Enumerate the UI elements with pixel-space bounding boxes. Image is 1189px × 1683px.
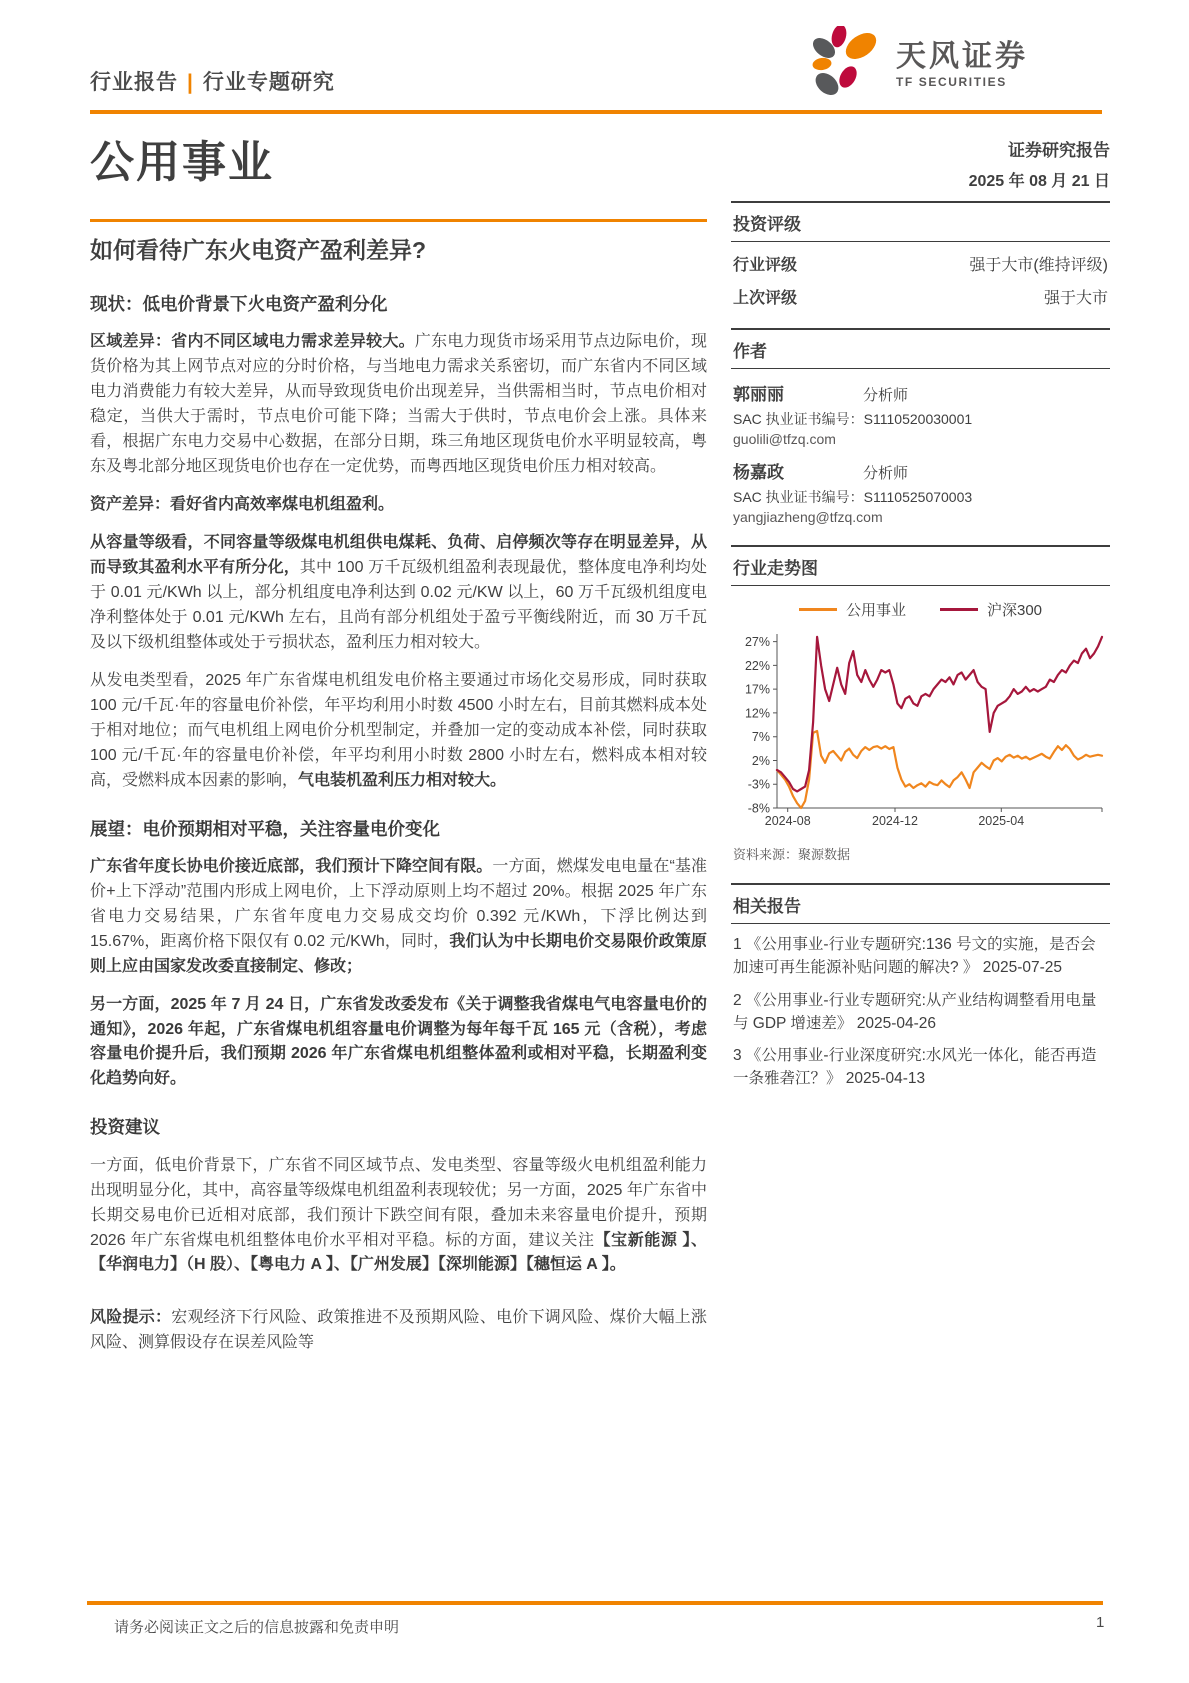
- related-report-item: 1 《公用事业-行业专题研究:136 号文的实施，是否会加速可再生能源补贴问题的解决? 》 2025-07-25: [733, 936, 1096, 977]
- trend-chart-svg: [731, 624, 1110, 836]
- authors-section: [731, 328, 1110, 525]
- chart-source-note: 资料来源：聚源数据: [733, 847, 851, 862]
- legend-label: 沪深300: [986, 602, 1043, 619]
- svg-text:7%: 7%: [751, 730, 770, 745]
- rating-section-title: 投资评级: [731, 203, 1110, 242]
- trend-section: [731, 545, 1110, 863]
- rating-row: [731, 275, 1110, 308]
- report-subtitle: 如何看待广东火电资产盈利差异?: [90, 237, 427, 263]
- svg-text:2025-04: 2025-04: [978, 814, 1025, 828]
- section-heading: 投资建议: [90, 1117, 160, 1138]
- logo-text: [896, 40, 1028, 89]
- chart-legend: [731, 586, 1110, 624]
- svg-text:-3%: -3%: [747, 777, 770, 792]
- trend-line-沪深300: [777, 637, 1102, 792]
- rating-label: 上次评级: [733, 290, 798, 307]
- author-email: guolili@tfzq.com: [733, 431, 836, 447]
- rating-label: 行业评级: [733, 257, 798, 274]
- tagline-separator: |: [187, 71, 194, 94]
- rating-value: 强于大市(维持评级): [969, 257, 1108, 274]
- legend-swatch: [799, 608, 837, 611]
- author-role: 分析师: [863, 465, 909, 482]
- body-paragraph: 一方面，低电价背景下，广东省不同区域节点、发电类型、容量等级火电机组盈利能力出现明显分化，其中，高容量等级煤电机组盈利表现较优；另一方面，2025 年广东省中长期交易电价已近相对底部，我们预计下跌空间有限，叠加未来容量电价提升，预期 2026 年广东省煤电机组整体电价水平相对平稳。标的方面，建议关注【宝新能源 】、【华润电力】（H 股）、【粤电力 A 】、【广州发展】【深圳能源】【穗恒运 A 】。: [90, 1156, 707, 1274]
- tf-securities-logo: [810, 26, 1028, 103]
- svg-text:2%: 2%: [751, 753, 770, 768]
- body-paragraph: 从容量等级看，不同容量等级煤电机组供电煤耗、负荷、启停频次等存在明显差异，从而导致其盈利水平有所分化，其中 100 万千瓦级机组盈利表现最优，整体度电净利均处于 0.01 元/KWh 以上，部分机组度电净利达到 0.02 元/KW 以上，60 万千瓦级机组度电净利整体处于 0.01 元/KWh 左右，且尚有部分机组处于盈亏平衡线附近，而 30 万千瓦及以下级机组整体或处于亏损状态，盈利压力相对较大。: [90, 533, 707, 651]
- brand-name-cn: 天风证券: [896, 40, 1028, 73]
- trend-line-公用事业: [777, 731, 1102, 808]
- subcategory-label: 行业专题研究: [202, 71, 335, 94]
- report-type-label: 证券研究报告: [1008, 141, 1110, 160]
- page-number: 1: [1096, 1614, 1105, 1631]
- section-heading: 展望：电价预期相对平稳，关注容量电价变化: [90, 818, 440, 839]
- rating-value: 强于大市: [1043, 290, 1108, 307]
- header-orange-rule: [90, 110, 1102, 114]
- footer-disclaimer: 请务必阅读正文之后的信息披露和免责申明: [114, 1619, 400, 1636]
- author-entry: [731, 369, 1110, 447]
- svg-text:22%: 22%: [744, 658, 770, 673]
- report-body: [90, 283, 707, 1369]
- rating-row: [731, 242, 1110, 275]
- svg-text:2024-08: 2024-08: [764, 814, 811, 828]
- author-name: 郭丽丽: [733, 385, 784, 404]
- logo-flower-icon: [810, 26, 884, 103]
- svg-text:-8%: -8%: [747, 801, 770, 816]
- body-paragraph: 从发电类型看，2025 年广东省煤电机组发电价格主要通过市场化交易形成，同时获取 100 元/千瓦·年的容量电价补偿，年平均利用小时数 4500 小时左右，目前其燃料成本处于相对地位；而气电机组上网电价分机型制定，并叠加一定的变动成本补偿，同时获取 100 元/千瓦·年的容量电价补偿，年平均利用小时数 2800 小时左右，燃料成本相对较高，受燃料成本因素的影响，气电装机盈利压力相对较大。: [90, 671, 707, 789]
- body-paragraph: 风险提示：宏观经济下行风险、政策推进不及预期风险、电价下调风险、煤价大幅上涨风险、测算假设存在误差风险等: [90, 1309, 707, 1352]
- related-report-item: 2 《公用事业-行业专题研究:从产业结构调整看用电量与 GDP 增速差》 2025-04-26: [733, 991, 1097, 1032]
- related-report-item: 3 《公用事业-行业深度研究:水风光一体化，能否再造一条雅砻江？》 2025-04-13: [733, 1047, 1097, 1088]
- related-reports-section: [731, 883, 1110, 1091]
- brand-name-en: TF SECURITIES: [896, 75, 1007, 89]
- report-date: 2025 年 08 月 21 日: [968, 173, 1110, 190]
- svg-text:12%: 12%: [744, 706, 770, 721]
- body-paragraph: 资产差异：看好省内高效率煤电机组盈利。: [90, 496, 395, 514]
- body-paragraph: 另一方面，2025 年 7 月 24 日，广东省发改委发布《关于调整我省煤电气电容量电价的通知》，2026 年起，广东省煤电机组容量电价调整为每年每千瓦 165 元（含税），考虑容量电价提升后，我们预期 2026 年广东省煤电机组整体盈利或相对平稳，长期盈利变化趋势向好。: [90, 995, 707, 1088]
- authors-list: [731, 369, 1110, 525]
- related-section-title: 相关报告: [731, 885, 1110, 924]
- industry-trend-chart: [731, 624, 1110, 836]
- legend-swatch: [940, 608, 978, 611]
- author-role: 分析师: [863, 387, 909, 404]
- svg-text:27%: 27%: [744, 635, 770, 650]
- svg-text:2024-12: 2024-12: [872, 814, 918, 828]
- body-paragraph: 广东省年度长协电价接近底部，我们预计下降空间有限。一方面，燃煤发电电量在“基准价+上下浮动”范围内形成上网电价，上下浮动原则上均不超过 20%。根据 2025 年广东省电力交易结果，广东省年度电力交易成交均价 0.392 元/KWh，下浮比例达到 15.67%，距离价格下限仅有 0.02 元/KWh，同时，我们认为中长期电价交易限价政策原则上应由国家发改委直接制定、修改；: [90, 857, 707, 975]
- author-name: 杨嘉政: [733, 463, 784, 482]
- footer-orange-rule: [87, 1601, 1103, 1605]
- rating-rows: [731, 242, 1110, 308]
- subtitle-orange-rule: [90, 219, 707, 222]
- legend-entry: [940, 599, 1042, 620]
- report-sidebar: [731, 136, 1110, 1111]
- trend-section-title: 行业走势图: [731, 547, 1110, 586]
- related-reports-list: [731, 933, 1110, 1091]
- authors-section-title: 作者: [731, 330, 1110, 369]
- section-heading: 现状：低电价背景下火电资产盈利分化: [90, 294, 388, 314]
- author-sac-number: SAC 执业证书编号：S1110520030001: [733, 411, 973, 427]
- author-email: yangjiazheng@tfzq.com: [733, 509, 883, 525]
- legend-entry: [799, 599, 906, 620]
- category-label: 行业报告: [90, 71, 178, 94]
- legend-label: 公用事业: [845, 602, 906, 619]
- page-title: 公用事业: [90, 138, 274, 187]
- author-entry: [731, 447, 1110, 525]
- sidebar-header: [731, 136, 1110, 191]
- body-paragraph: 区域差异：省内不同区域电力需求差异较大。广东电力现货市场采用节点边际电价，现货价格为其上网节点对应的分时价格，与当地电力需求关系密切，而广东省内不同区域电力消费能力有较大差异，从而导致现货电价出现差异，当供需相当时，节点电价相对稳定，当供大于需时，节点电价可能下降；当需大于供时，节点电价会上涨。具体来看，根据广东电力交易中心数据，在部分日期，珠三角地区现货电价水平明显较高，粤东及粤北部分地区现货电价也存在一定优势，而粤西地区现货电价压力相对较高。: [90, 333, 707, 476]
- svg-text:17%: 17%: [744, 682, 770, 697]
- report-category-tagline: [90, 66, 335, 96]
- rating-section: [731, 201, 1110, 308]
- author-sac-number: SAC 执业证书编号：S1110525070003: [733, 489, 973, 505]
